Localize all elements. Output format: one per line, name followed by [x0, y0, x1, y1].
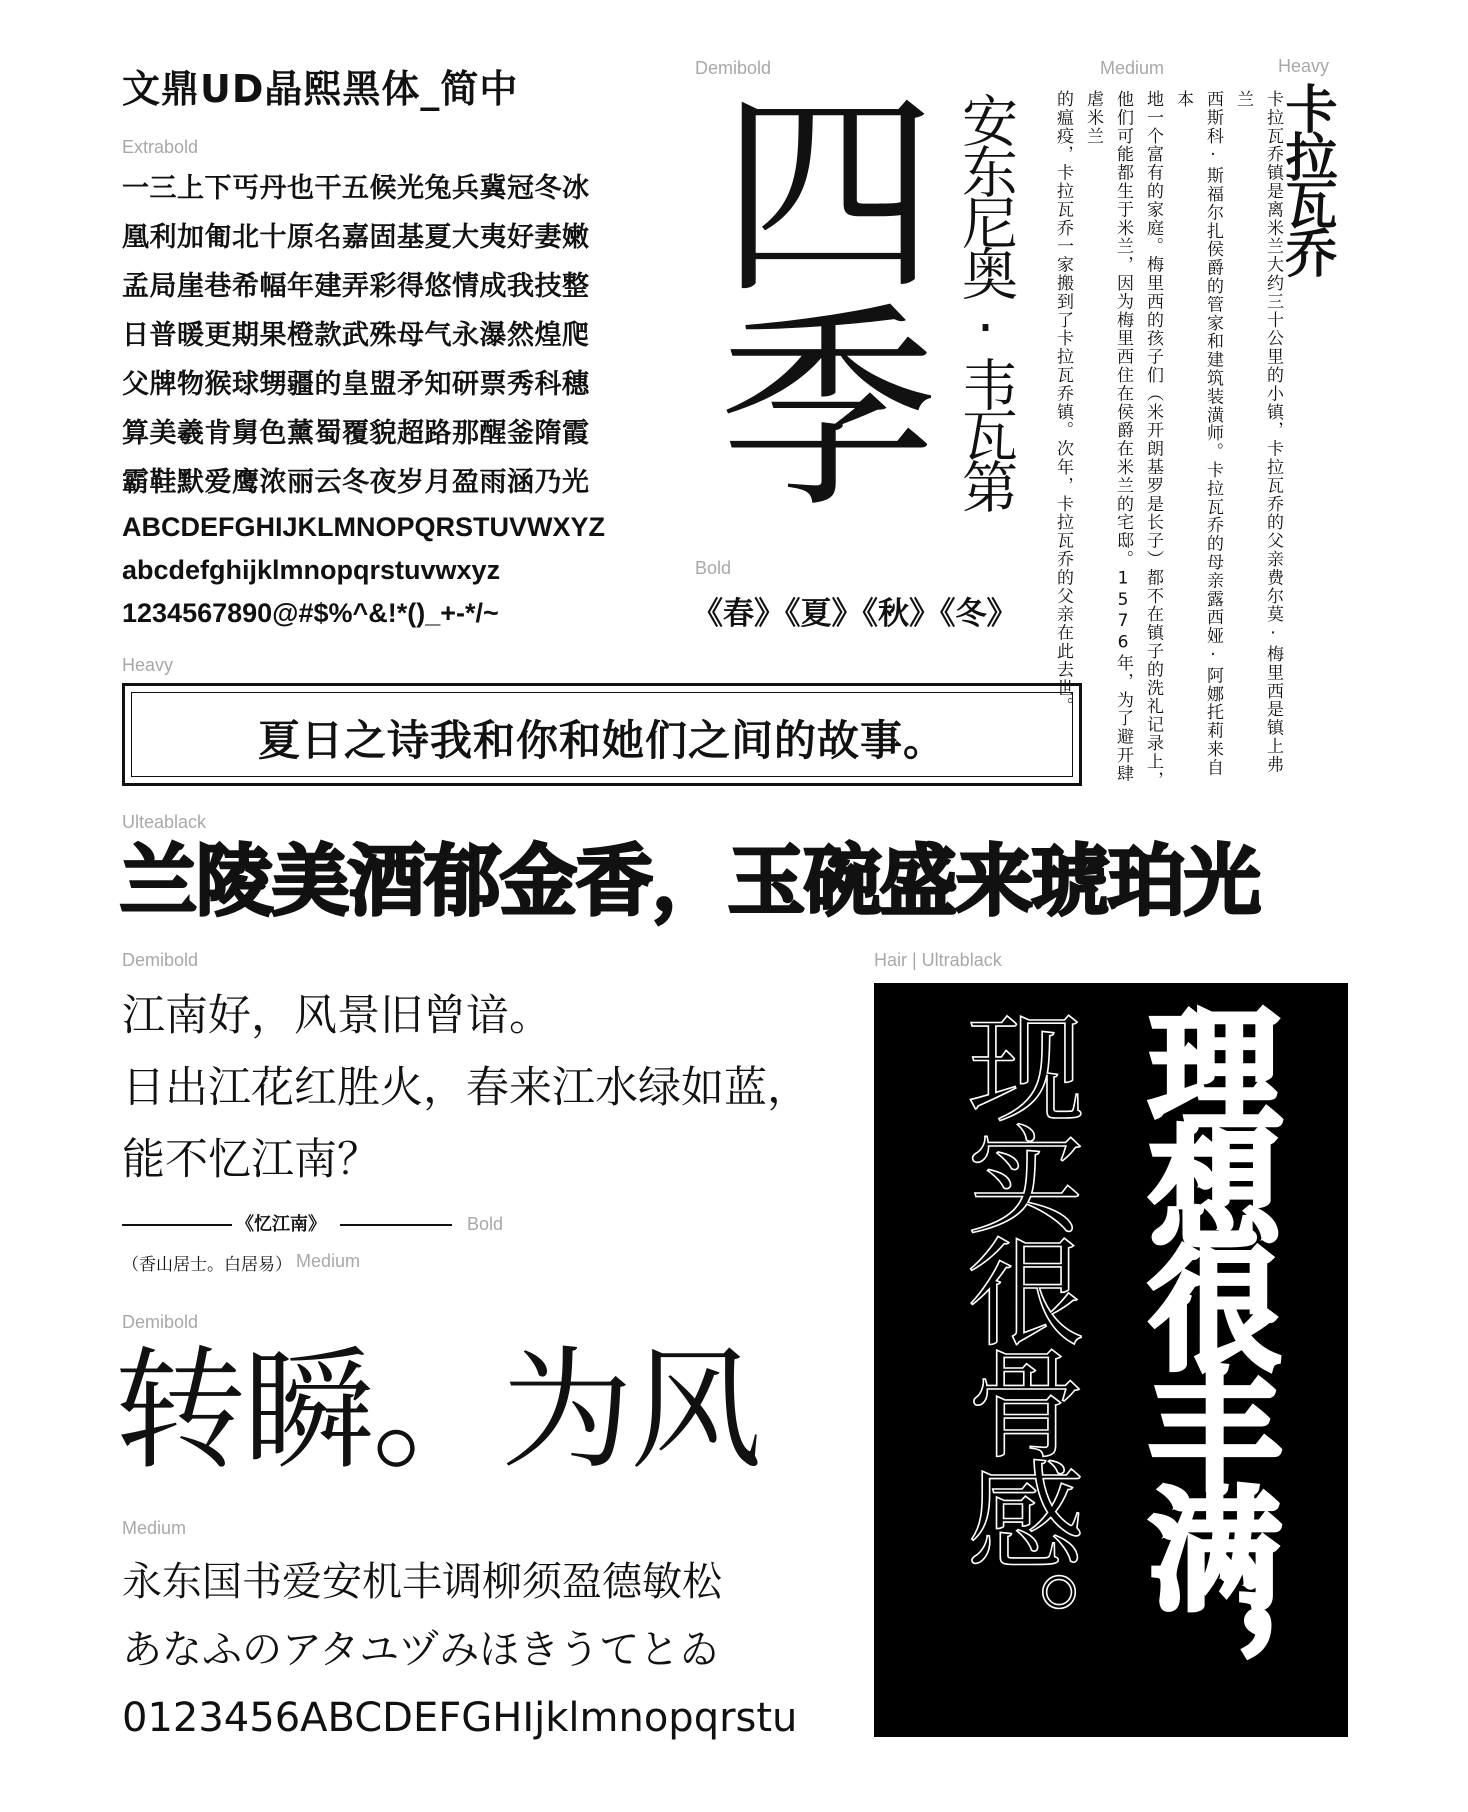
- poem-title: 《忆江南》: [236, 1214, 326, 1235]
- medium-sample-block: [122, 1548, 797, 1752]
- latin-lowercase: abcdefghijklmnopqrstuvwxyz: [122, 555, 501, 585]
- poem-line: 能不忆江南？: [122, 1135, 380, 1185]
- weight-label-demibold-poem: Demibold: [122, 950, 199, 970]
- bio-line: 卡拉瓦乔镇是离米兰大约三十公里的小镇，卡拉瓦乔的父亲费尔莫·梅里西是镇上弗兰: [1233, 90, 1283, 774]
- digits-symbols: 1234567890@#$%^&!*()_+-*/~: [122, 598, 499, 628]
- boxed-frame: [122, 683, 1082, 786]
- weight-label-heavy: Heavy: [1278, 56, 1330, 76]
- poem-line: 日出江花红胜火，春来江水绿如蓝，: [122, 1063, 810, 1113]
- latin-uppercase: ABCDEFGHIJKLMNOPQRSTUVWXYZ: [122, 512, 606, 542]
- medium-line: あなふのアタユヅみほきうてとゐ: [122, 1627, 720, 1673]
- weight-label-medium: Medium: [1100, 58, 1165, 78]
- big-display-line: 转瞬。为风: [114, 1334, 759, 1488]
- poem-title-rule-right: [340, 1224, 452, 1226]
- boxed-text: 夏日之诗我和你和她们之间的故事。: [257, 716, 946, 765]
- weight-label-extrabold: Extrabold: [122, 137, 199, 157]
- weight-label-demibold: Demibold: [695, 58, 772, 78]
- heavy-vertical-title: 卡拉瓦乔: [1276, 82, 1336, 274]
- hair-vertical-text: 现实很骨感。: [947, 1007, 1085, 1679]
- poem-line: 江南好，风景旧曾谙。: [122, 991, 552, 1041]
- weight-label-bold-poem: Bold: [467, 1214, 504, 1234]
- poem-author: （香山居士。白居易）: [122, 1255, 292, 1275]
- glyph-line: 一三上下丐丹也干五候光兔兵冀冠冬冰: [122, 173, 590, 204]
- composer-name-vertical: 安东尼奥·韦瓦第: [953, 92, 1018, 509]
- glyph-line: 算美羲肯舅色薰蜀覆貌超路那醒釜隋霞: [122, 418, 590, 449]
- weight-label-hair-ultrablack: Hair | Ultrablack: [874, 950, 1002, 970]
- poem-block: [122, 980, 810, 1196]
- weight-label-medium-poem: Medium: [296, 1251, 361, 1271]
- font-title: 文鼎UD晶熙黑体_简中: [122, 67, 519, 111]
- seasons-line: 《春》《夏》《秋》《冬》: [692, 596, 1018, 632]
- glyph-line: 霸鞋默爱鹰浓丽云冬夜岁月盈雨涵乃光: [122, 467, 590, 498]
- biography-text: [1048, 90, 1288, 790]
- glyph-line: 孟局崖巷希幅年建弄彩得悠情成我技整: [122, 271, 590, 302]
- weight-label-medium-bottom: Medium: [122, 1518, 187, 1538]
- ulteablack-line: 兰陵美酒郁金香，玉碗盛来琥珀光: [120, 838, 1260, 927]
- glyph-block: [122, 164, 590, 507]
- medium-line: 永东国书爱安机丰调柳须盈德敏松: [122, 1559, 722, 1605]
- glyph-line: 凰利加匍北十原名嘉固基夏大夷好妻嫩: [122, 222, 590, 253]
- ultra-vertical-text: 理想很丰满，: [1126, 1001, 1280, 1721]
- bio-line: 地一个富有的家庭。梅里西的孩子们（米开朗基罗是长子）都不在镇子的洗礼记录上，: [1143, 90, 1163, 790]
- glyph-line: 父牌物猴球甥疆的皇盟矛知研票秀科穗: [122, 369, 590, 400]
- weight-label-demibold-big: Demibold: [122, 1312, 199, 1332]
- black-panel: [874, 983, 1348, 1737]
- weight-label-ulteablack: Ulteablack: [122, 812, 207, 832]
- bio-line: 他们可能都生于米兰，因为梅里西住在侯爵在米兰的宅邸。1576年，为了避开肆虐米兰: [1083, 90, 1133, 783]
- poem-title-rule-left: [122, 1224, 232, 1226]
- medium-line: 0123456ABCDEFGHIjklmnopqrstu: [122, 1695, 798, 1741]
- bio-line: 西斯科·斯福尔扎侯爵的管家和建筑装潢师。卡拉瓦乔的母亲露西娅·阿娜托莉来自本: [1173, 90, 1223, 777]
- big-season-title: 四季: [683, 80, 936, 508]
- bio-line: 的瘟疫，卡拉瓦乔一家搬到了卡拉瓦乔镇。次年，卡拉瓦乔的父亲在此去世。: [1053, 90, 1073, 716]
- glyph-line: 日普暖更期果橙款武殊母气永瀑然煌爬: [122, 320, 590, 351]
- weight-label-bold: Bold: [695, 558, 732, 578]
- weight-label-heavy-box: Heavy: [122, 655, 174, 675]
